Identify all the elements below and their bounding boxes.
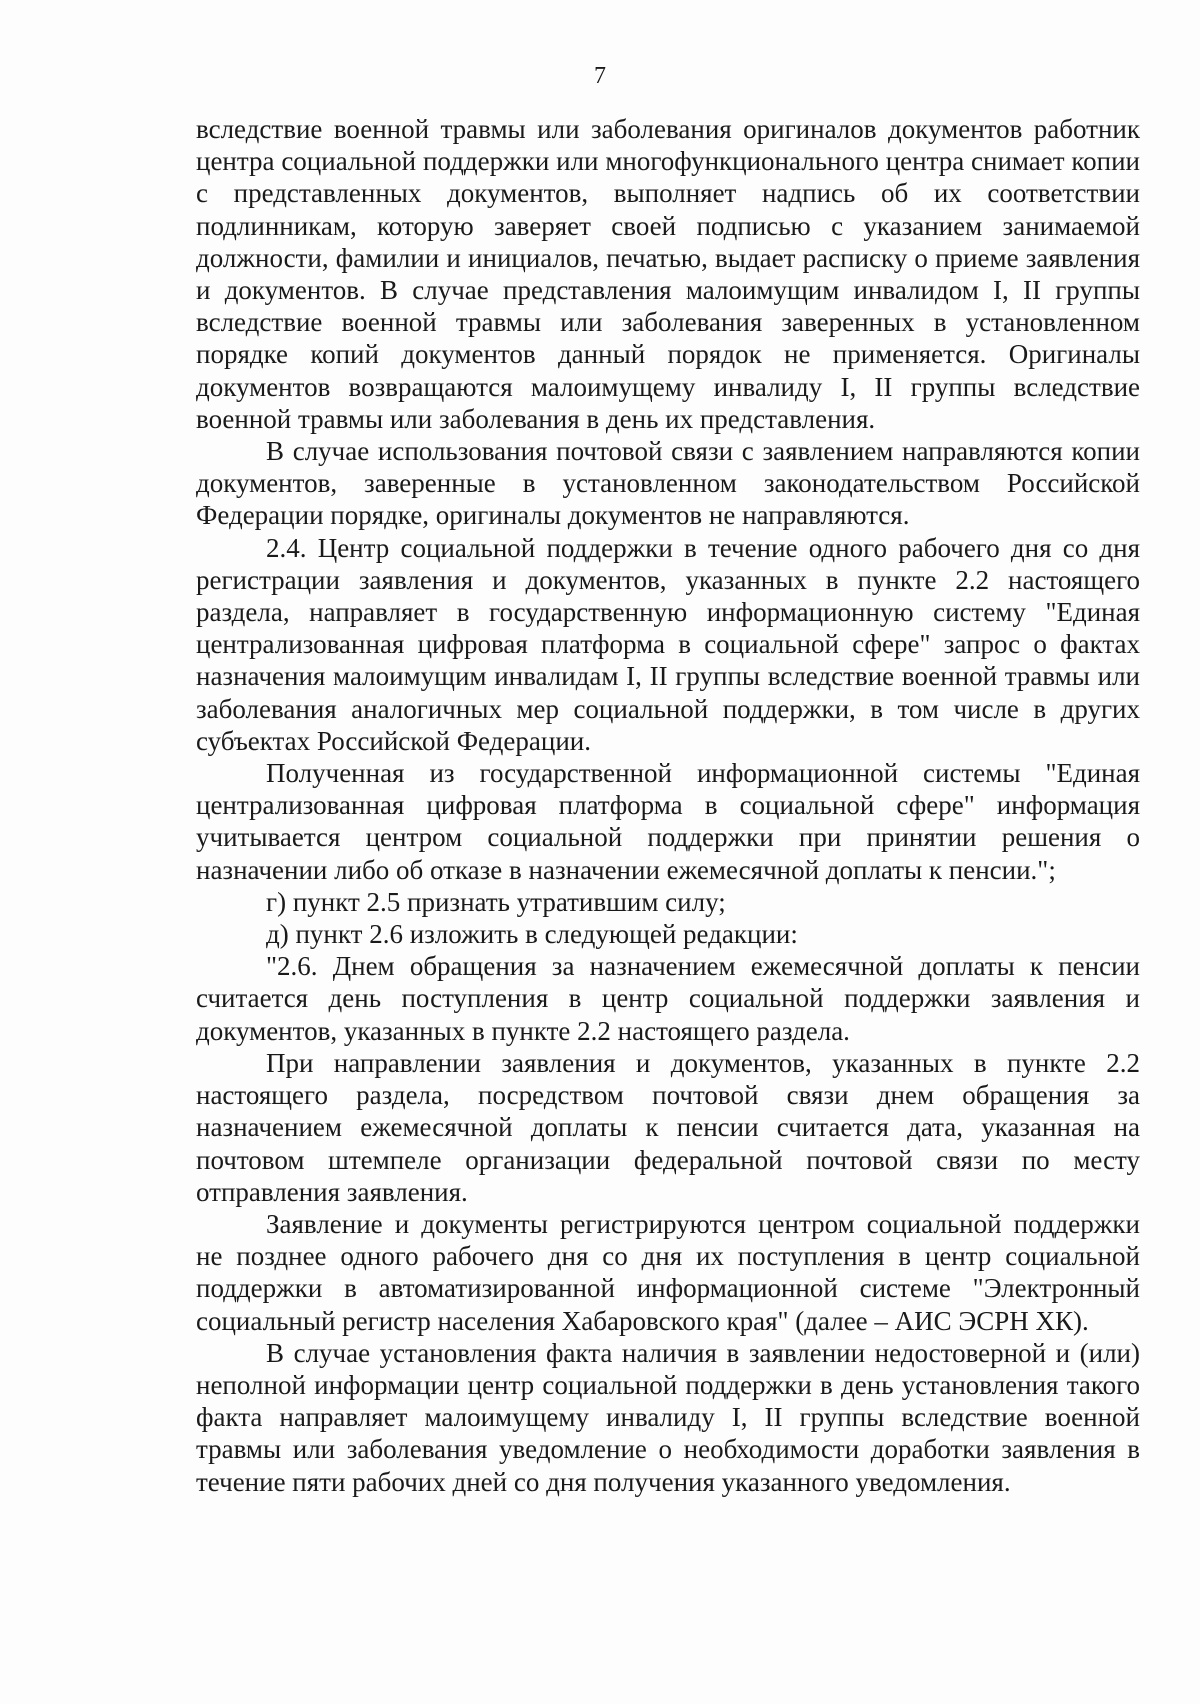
paragraph-2-4: 2.4. Центр социальной поддержки в течение одного рабочего дня со дня регистрации заявления и документов, указанных в пункте 2.2 настоящего раздела, направляет в государственную информационную систему "Единая централизованная цифровая платформа в социальной сфере" запрос о фактах назначения малоимущим инвалидам I, II группы вследствие военной травмы или заболевания аналогичных мер социальной поддержки, в том числе в других субъектах Российской Федерации. (196, 532, 1140, 756)
paragraph-registration: Заявление и документы регистрируются центром социальной поддержки не позднее одного рабочего дня со дня их поступления в центр социальной поддержки в автоматизированной информационной системе "Электронный социальный регистр населения Хабаровского края" (далее – АИС ЭСРН ХК). (196, 1208, 1140, 1336)
paragraph-postal-date: При направлении заявления и документов, указанных в пункте 2.2 настоящего раздела, посредством почтовой связи днем обращения за назначением ежемесячной доплаты к пенсии считается дата, указанная на почтовом штемпеле организации федеральной почтовой связи по месту отправления заявления. (196, 1047, 1140, 1207)
paragraph-2-6: "2.6. Днем обращения за назначением ежемесячной доплаты к пенсии считается день поступления в центр социальной поддержки заявления и документов, указанных в пункте 2.2 настоящего раздела. (196, 951, 1140, 1046)
paragraph-item-d: д) пункт 2.6 изложить в следующей редакции: (266, 919, 798, 950)
paragraph-postal-copies: В случае использования почтовой связи с заявлением направляются копии документов, заверенные в установленном законодательством Российской Федерации порядке, оригиналы документов не направляются. (196, 436, 1140, 531)
paragraph-received-info: Полученная из государственной информационной системы "Единая централизованная цифровая платформа в социальной сфере" информация учитывается центром социальной поддержки при принятии решения о назначении либо об отказе в назначении ежемесячной доплаты к пенсии."; (196, 758, 1140, 885)
page-number: 7 (594, 63, 606, 89)
paragraph-incomplete-info: В случае установления факта наличия в заявлении недостоверной и (или) неполной информации центр социальной поддержки в день установления такого факта направляет малоимущему инвалиду I, II группы вследствие военной травмы или заболевания уведомление о необходимости доработки заявления в течение пяти рабочих дней со дня получения указанного уведомления. (196, 1337, 1140, 1497)
paragraph-item-g: г) пункт 2.5 признать утратившим силу; (266, 886, 726, 917)
document-body (196, 113, 1140, 1498)
paragraph-continuation: вследствие военной травмы или заболевания оригиналов документов работник центра социальной поддержки или многофункционального центра снимает копии с представленных документов, выполняет надпись об их соответствии подлинникам, которую заверяет своей подписью с указанием занимаемой должности, фамилии и инициалов, печатью, выдает расписку о приеме заявления и документов. В случае представления малоимущим инвалидом I, II группы вследствие военной травмы или заболевания заверенных в установленном порядке копий документов данный порядок не применяется. Оригиналы документов возвращаются малоимущему инвалиду I, II группы вследствие военной травмы или заболевания в день их представления. (196, 114, 1140, 434)
